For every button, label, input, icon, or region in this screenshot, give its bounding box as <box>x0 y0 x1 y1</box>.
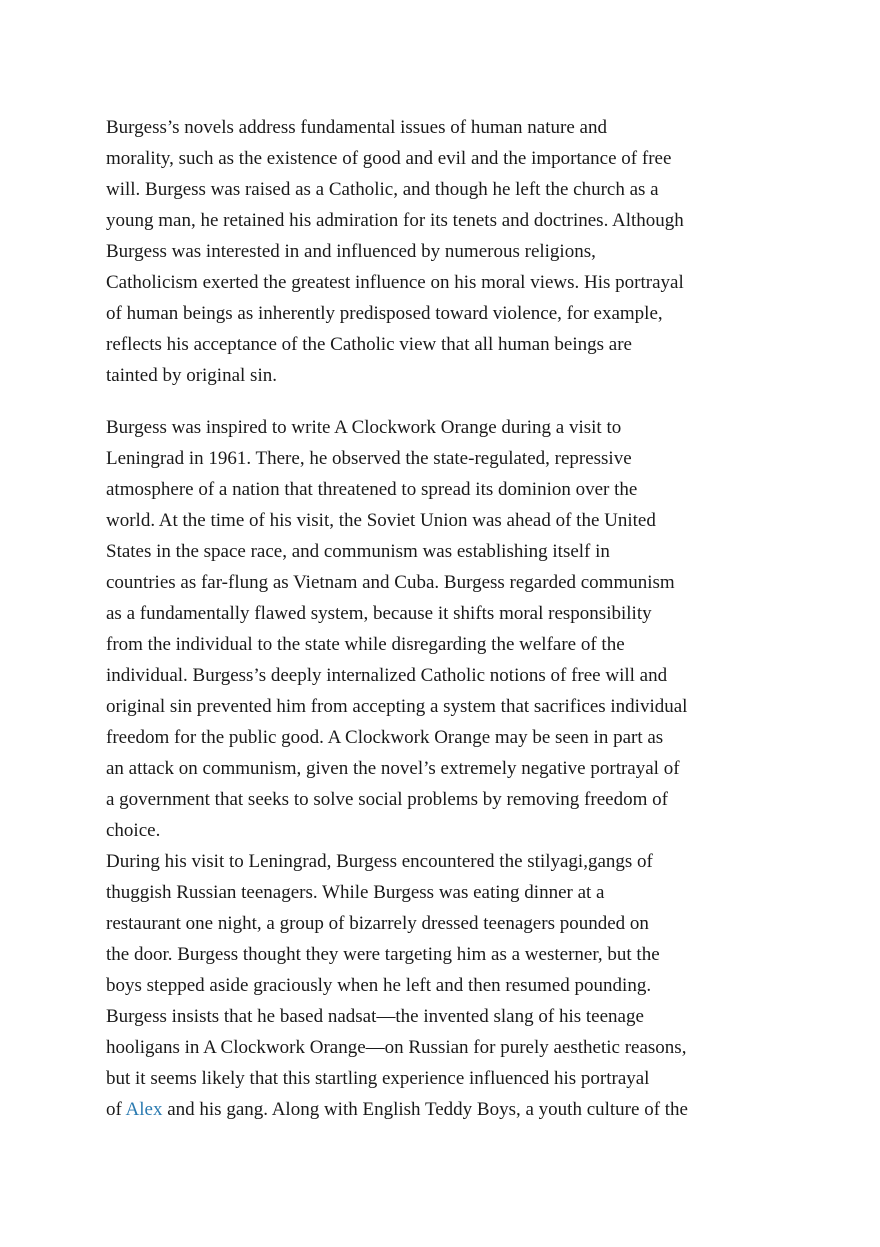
text-line: an attack on communism, given the novel’s extremely negative portrayal of <box>106 758 680 779</box>
text-line: choice. <box>106 820 161 841</box>
text-line: Leningrad in 1961. There, he observed the state-regulated, repressive <box>106 448 632 469</box>
text-line: individual. Burgess’s deeply internalized Catholic notions of free will and <box>106 665 668 686</box>
paragraph-1 <box>106 112 746 391</box>
text-line: hooligans in A Clockwork Orange—on Russian for purely aesthetic reasons, <box>106 1037 687 1058</box>
text-line: States in the space race, and communism was establishing itself in <box>106 541 610 562</box>
text-line: reflects his acceptance of the Catholic view that all human beings are <box>106 334 632 355</box>
text-line: will. Burgess was raised as a Catholic, and though he left the church as a <box>106 179 659 200</box>
text-line: restaurant one night, a group of bizarrely dressed teenagers pounded on <box>106 913 649 934</box>
text-line: but it seems likely that this startling experience influenced his portrayal <box>106 1068 650 1089</box>
paragraph-2 <box>106 412 746 846</box>
paragraph-3 <box>106 846 746 1125</box>
text-line: freedom for the public good. A Clockwork Orange may be seen in part as <box>106 727 664 748</box>
text-line: Catholicism exerted the greatest influence on his moral views. His portrayal <box>106 272 684 293</box>
text-line: morality, such as the existence of good and evil and the importance of free <box>106 148 672 169</box>
text-line: Burgess was inspired to write A Clockwork Orange during a visit to <box>106 417 622 438</box>
text-line: from the individual to the state while disregarding the welfare of the <box>106 634 625 655</box>
text-line: countries as far-flung as Vietnam and Cuba. Burgess regarded communism <box>106 572 675 593</box>
paragraph-spacer <box>106 391 746 412</box>
text-line-with-link <box>106 1094 746 1125</box>
line-suffix: and his gang. Along with English Teddy Boys, a youth culture of the <box>162 1099 688 1120</box>
text-line: boys stepped aside graciously when he left and then resumed pounding. <box>106 975 652 996</box>
text-line: of human beings as inherently predisposed toward violence, for example, <box>106 303 663 324</box>
text-line: as a fundamentally flawed system, because it shifts moral responsibility <box>106 603 652 624</box>
text-line: thuggish Russian teenagers. While Burgess was eating dinner at a <box>106 882 605 903</box>
text-line: tainted by original sin. <box>106 365 277 386</box>
text-line: the door. Burgess thought they were targeting him as a westerner, but the <box>106 944 660 965</box>
text-line: young man, he retained his admiration for its tenets and doctrines. Although <box>106 210 684 231</box>
text-line: Burgess was interested in and influenced by numerous religions, <box>106 241 596 262</box>
text-line: world. At the time of his visit, the Soviet Union was ahead of the United <box>106 510 656 531</box>
text-line: original sin prevented him from accepting a system that sacrifices individual <box>106 696 688 717</box>
text-line: Burgess insists that he based nadsat—the invented slang of his teenage <box>106 1006 644 1027</box>
line-prefix: of <box>106 1099 126 1120</box>
text-line: Burgess’s novels address fundamental issues of human nature and <box>106 117 607 138</box>
alex-link[interactable]: Alex <box>125 1099 163 1120</box>
text-line: atmosphere of a nation that threatened to spread its dominion over the <box>106 479 638 500</box>
body-text <box>106 112 746 1125</box>
text-line: a government that seeks to solve social problems by removing freedom of <box>106 789 668 810</box>
text-line: During his visit to Leningrad, Burgess encountered the stilyagi,gangs of <box>106 851 653 872</box>
